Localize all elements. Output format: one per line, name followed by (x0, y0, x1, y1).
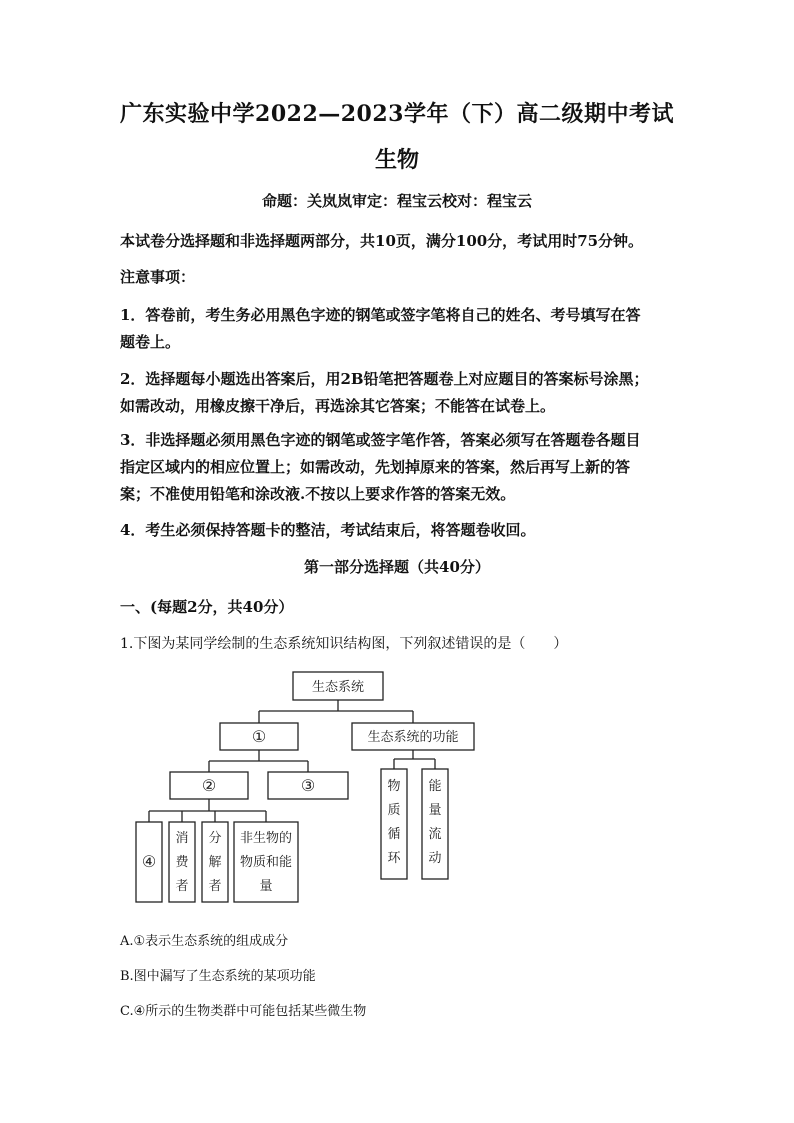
exam-intro: 本试卷分选择题和非选择题两部分，共10页，满分100分，考试用时75分钟。 (120, 232, 644, 250)
notes-heading: 注意事项： (120, 268, 196, 286)
matter-cycle-char: 循 (387, 827, 401, 842)
question-1-option-c: C.④所示的生物类群中可能包括某些微生物 (120, 1004, 367, 1019)
note-line: 2．选择题每小题选出答案后，用2B铅笔把答题卷上对应题目的答案标号涂黑； (120, 370, 649, 388)
energy-flow-char: 动 (428, 851, 442, 866)
note-line: 3．非选择题必须用黑色字迹的钢笔或签字笔作答，答案必须写在答题卷各题目 (120, 431, 641, 449)
connector-function (394, 750, 435, 769)
consumer-char: 费 (175, 855, 189, 870)
note-line: 如需改动，用橡皮擦干净后，再选涂其它答案；不能答在试卷上。 (120, 397, 556, 415)
note-line: 指定区域内的相应位置上；如需改动，先划掉原来的答案，然后再写上新的答 (120, 458, 631, 476)
abiotic-line: 物质和能 (239, 855, 293, 870)
consumer-char: 者 (175, 879, 189, 894)
note-line: 题卷上。 (120, 333, 181, 351)
node-root-label: 生态系统 (311, 680, 365, 695)
energy-flow-char: 流 (428, 827, 442, 842)
node-4-label: ④ (141, 852, 157, 871)
note-line: 案；不准使用铅笔和涂改液.不按以上要求作答的答案无效。 (120, 485, 516, 503)
decomposer-char: 者 (208, 879, 222, 894)
connector-root (259, 700, 413, 723)
node-1-label: ① (251, 727, 267, 746)
connector-node-2 (149, 799, 266, 822)
matter-cycle-char: 物 (387, 779, 401, 794)
exam-subject: 生物 (374, 147, 419, 173)
energy-flow-char: 能 (428, 779, 442, 794)
exam-credits: 命题：关岚岚审定：程宝云校对：程宝云 (261, 192, 532, 210)
node-function-label: 生态系统的功能 (367, 730, 459, 745)
question-1-option-b: B.图中漏写了生态系统的某项功能 (120, 969, 316, 984)
question-1-stem: 1.下图为某同学绘制的生态系统知识结构图，下列叙述错误的是（ ） (120, 636, 568, 652)
matter-cycle-char: 环 (387, 851, 401, 866)
connector-node-1 (209, 750, 308, 772)
consumer-char: 消 (175, 831, 189, 846)
decomposer-char: 分 (208, 831, 222, 846)
energy-flow-char: 量 (428, 803, 442, 818)
note-line: 1．答卷前，考生务必用黑色字迹的钢笔或签字笔将自己的姓名、考号填写在答 (120, 306, 641, 324)
abiotic-line: 非生物的 (239, 831, 293, 846)
section-title: 第一部分选择题（共40分） (304, 558, 490, 576)
matter-cycle-char: 质 (387, 803, 401, 818)
decomposer-char: 解 (208, 855, 222, 870)
abiotic-line: 量 (259, 879, 273, 894)
section-subtitle: 一、(每题2分，共40分） (120, 598, 294, 616)
exam-title: 广东实验中学2022—2023学年（下）高二级期中考试 (120, 101, 674, 127)
node-2-label: ② (201, 776, 217, 795)
node-3-label: ③ (300, 776, 316, 795)
note-line: 4．考生必须保持答题卡的整洁，考试结束后，将答题卷收回。 (120, 521, 536, 539)
question-1-option-a: A.①表示生态系统的组成成分 (120, 934, 289, 949)
